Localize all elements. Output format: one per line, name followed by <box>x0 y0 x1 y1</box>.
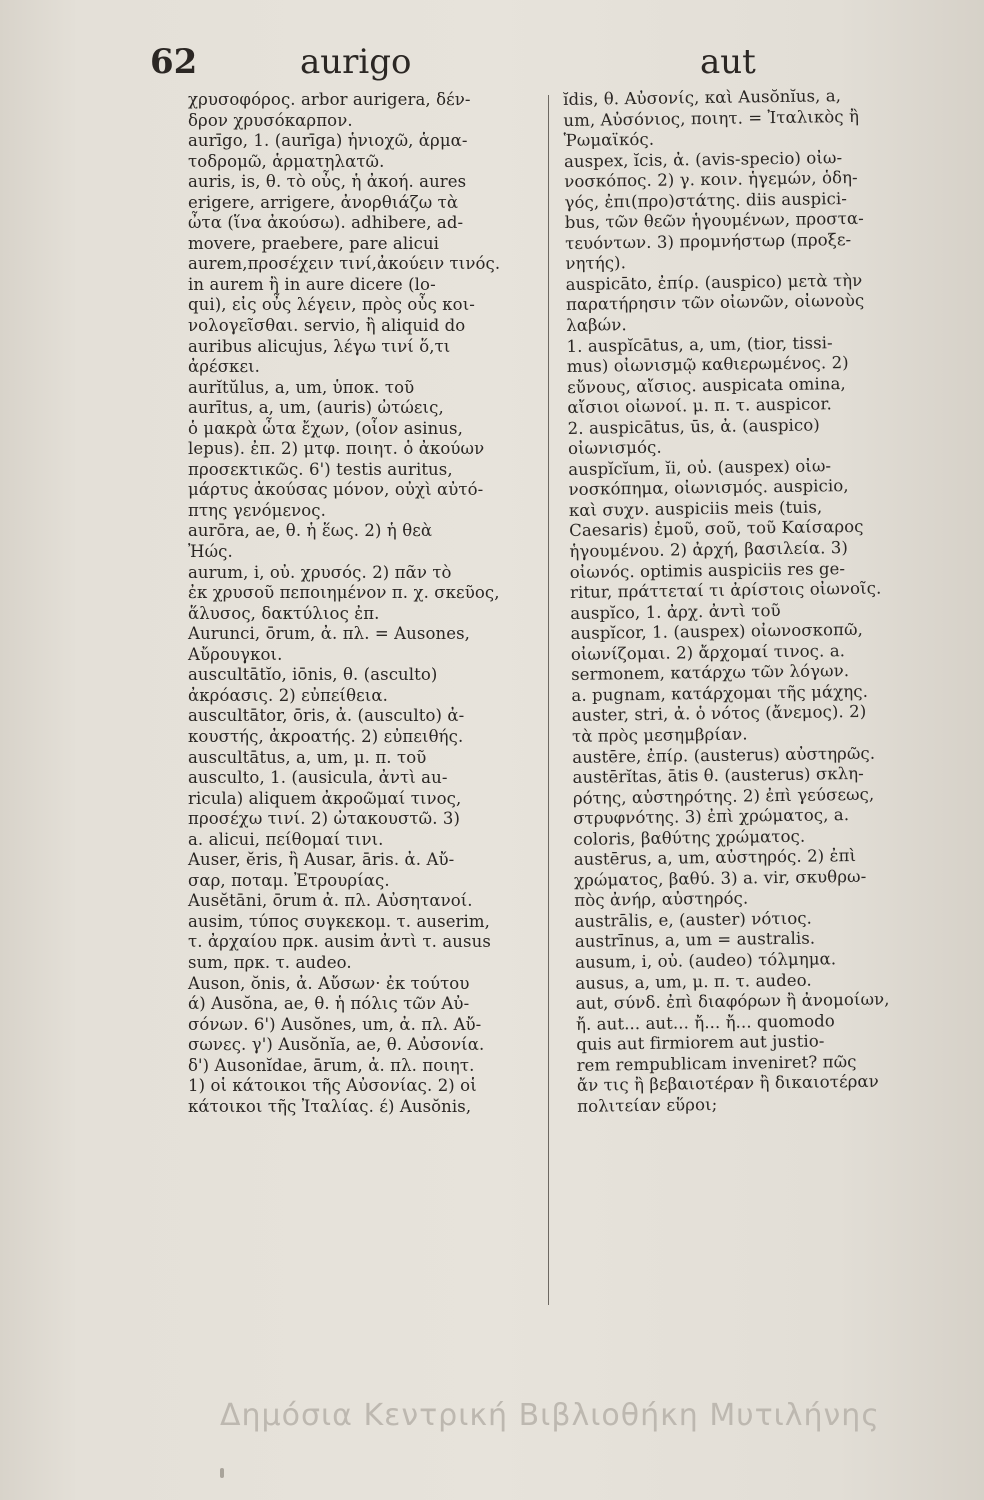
entry-line: νολογεῖσθαι. servio, ἢ aliquid do <box>188 316 466 336</box>
entry-line: παρατήρησιν τῶν οἰωνῶν, οἰωνοὺς <box>565 291 865 315</box>
entry-line: οἰωνός. optimis auspiciis res ge- <box>569 558 846 582</box>
entry-line: aurōra, ae, θ. ἡ ἕως. 2) ἡ θεὰ <box>188 521 433 541</box>
right-headword: aut <box>700 42 756 82</box>
entry-line: αἴσιοι οἰωνοί. μ. π. τ. auspicor. <box>567 394 833 418</box>
entry-line: Ἠώς. <box>188 542 233 562</box>
entry-line: austērus, a, um, αὐστηρός. 2) ἐπὶ <box>573 846 857 870</box>
entry-line: νητής). <box>565 253 627 274</box>
entry-line: sermonem, κατάρχω τῶν λόγων. <box>571 661 850 685</box>
entry-line: τ. ἀρχαίου πρκ. ausim ἀντὶ τ. ausus <box>188 932 491 952</box>
entry-line: aurītus, a, um, (auris) ὠτώεις, <box>188 398 444 418</box>
entry-line: auris, is, θ. τὸ οὖς, ἡ ἀκοή. aures <box>188 172 467 192</box>
entry-line: γός, ἐπι(προ)στάτης. diis auspici- <box>564 188 848 212</box>
entry-line: Caesaris) ἐμοῦ, σοῦ, τοῦ Καίσαρος <box>569 517 864 541</box>
entry-line: aurum, i, οὐ. χρυσός. 2) πᾶν τὸ <box>188 562 452 582</box>
entry-line: Auser, ĕris, ἢ Ausar, āris. ἀ. Αὔ- <box>188 850 455 870</box>
column-divider <box>548 95 549 1305</box>
entry-line: ὦτα (ἵνα ἀκούσω). adhibere, ad- <box>188 213 464 233</box>
entry-line: ἅλυσος, δακτύλιος ἐπ. <box>188 603 380 623</box>
entry-line: Αὔρουγκοι. <box>188 644 283 664</box>
entry-line: ἄν τις ἢ βεβαιοτέραν ἢ δικαιοτέραν <box>576 1071 879 1096</box>
entry-line: ausim, τύπος συγκεκομ. τ. auserim, <box>188 911 491 931</box>
entry-line: coloris, βαθύτης χρώματος. <box>573 826 806 849</box>
entry-line: Ῥωμαϊκός. <box>563 129 655 151</box>
entry-line: ρότης, αὐστηρότης. 2) ἐπὶ γεύσεως, <box>572 784 875 808</box>
entry-line: sum, πρκ. τ. audeo. <box>188 952 352 972</box>
entry-line: 1. auspĭcātus, a, um, (tior, tissi- <box>566 332 833 356</box>
entry-line: aurīgo, 1. (aurīga) ἡνιοχῶ, ἁρμα- <box>188 131 468 151</box>
entry-line: μάρτυς ἀκούσας μόνον, οὐχὶ αὐτό- <box>188 480 484 500</box>
entry-line: lepus). ἐπ. 2) μτφ. ποιητ. ὁ ἀκούων <box>188 439 485 459</box>
entry-line: austēre, ἐπίρ. (austerus) αὐστηρῶς. <box>572 743 876 767</box>
entry-line: τὰ πρὸς μεσημβρίαν. <box>571 724 748 746</box>
entry-line: τευόντων. 3) προμνήστωρ (προξε- <box>565 229 852 253</box>
entry-line: ὁ μακρὰ ὦτα ἔχων, (οἷον asinus, <box>188 418 463 438</box>
entry-line: erigere, arrigere, ἀνορθιάζω τὰ <box>188 192 459 212</box>
entry-line: πολιτείαν εὕροι; <box>577 1094 718 1116</box>
entry-line: ἡγουμένου. 2) ἀρχή, βασιλεία. 3) <box>569 538 849 561</box>
entry-line: auscultātus, a, um, μ. π. τοῦ <box>188 747 427 767</box>
entry-line: ἤ. aut... aut... ἤ... ἤ... quomodo <box>575 1010 836 1034</box>
entry-line: τοδρομῶ, ἁρματηλατῶ. <box>188 151 385 171</box>
entry-line: νοσκόπος. 2) γ. κοιν. ἡγεμών, ὁδη- <box>564 168 858 192</box>
entry-line: ἀκρόασις. 2) εὐπείθεια. <box>188 685 388 705</box>
entry-line: ἐκ χρυσοῦ πεποιημένον π. χ. σκεῦος, <box>188 583 500 603</box>
entry-line: κάτοικοι τῆς Ἰταλίας. έ) Ausŏnis, <box>188 1096 472 1116</box>
entry-line: δρον χρυσόκαρπον. <box>188 110 353 130</box>
entry-line: πτης γενόμενος. <box>188 500 326 520</box>
entry-line: χρυσοφόρος. arbor aurigera, δέν- <box>188 90 471 109</box>
entry-line: auspĭcĭum, ĭi, οὐ. (auspex) οἰω- <box>568 456 832 479</box>
entry-line: ά) Ausŏna, ae, θ. ἡ πόλις τῶν Αὐ- <box>188 994 470 1014</box>
entry-line: 1) οἱ κάτοικοι τῆς Αὐσονίας. 2) οἱ <box>188 1076 477 1096</box>
entry-line: auscultātĭo, iōnis, θ. (asculto) <box>188 665 438 685</box>
entry-line: rem rempublicam inveniret? πῶς <box>576 1051 857 1075</box>
entry-line: ausus, a, um, μ. π. τ. audeo. <box>575 970 812 993</box>
entry-line: Ausĕtāni, ōrum ἀ. πλ. Αὐσητανοί. <box>188 891 473 911</box>
entry-line: um, Αὐσόνιος, ποιητ. = Ἰταλικὸς ἢ <box>563 106 860 130</box>
entry-line: ritur, πράττεταί τι ἀρίστοις οἰωνοῖς. <box>569 578 882 603</box>
entry-line: bus, τῶν θεῶν ἡγουμένων, προστα- <box>564 209 864 233</box>
entry-line: ĭdis, θ. Αὐσονίς, καὶ Ausŏnĭus, a, <box>563 86 842 109</box>
entry-line: σωνες. γ') Ausŏnĭa, ae, θ. Αὐσονία. <box>188 1035 485 1055</box>
entry-line: aurem,προσέχειν τινί,ἀκούειν τινός. <box>188 254 501 274</box>
entry-line: in aurem ἢ in aure dicere (lo- <box>188 274 436 294</box>
page-header <box>0 42 984 92</box>
entry-line: προσέχω τινί. 2) ὠτακουστῶ. 3) <box>188 809 461 829</box>
entry-line: auspicāto, ἐπίρ. (auspico) μετὰ τὴν <box>565 270 863 294</box>
entry-line: mus) οἰωνισμῷ καθιερωμένος. 2) <box>566 353 849 377</box>
entry-line: σόνων. 6') Ausŏnes, um, ἀ. πλ. Αὔ- <box>188 1014 482 1034</box>
entry-line: προσεκτικῶς. 6') testis auritus, <box>188 459 453 479</box>
entry-line: auster, stri, ἀ. ὁ νότος (ἄνεμος). 2) <box>571 702 867 726</box>
right-column <box>563 84 977 1117</box>
entry-line: 2. auspicātus, ūs, ἀ. (auspico) <box>567 415 821 438</box>
entry-line: a. alicui, πείθομαί τινι. <box>188 829 384 849</box>
entry-line: οἰωνίζομαι. 2) ἄρχομαί τινος. a. <box>570 640 846 664</box>
page-number: 62 <box>150 42 198 82</box>
entry-line: ausculto, 1. (ausicula, ἀντὶ au- <box>188 768 448 788</box>
entry-line: quis aut firmiorem aut justio- <box>576 1031 825 1055</box>
library-watermark: Δημόσια Κεντρική Βιβλιοθήκη Μυτιλήνης <box>220 1398 880 1433</box>
entry-line: austrālis, e, (auster) νότιος. <box>574 908 813 931</box>
entry-line: aut, σύνδ. ἐπὶ διαφόρων ἢ ἀνομοίων, <box>575 989 890 1013</box>
entry-line: πὸς ἀνήρ, αὐστηρός. <box>574 888 749 911</box>
entry-line: auspĭcor, 1. (auspex) οἰωνοσκοπῶ, <box>570 620 864 644</box>
entry-line: Auson, ŏnis, ἀ. Αὔσων· ἐκ τούτου <box>188 973 470 993</box>
entry-line: οἰωνισμός. <box>567 437 662 459</box>
entry-line: aurĭtŭlus, a, um, ὑποκ. τοῦ <box>188 377 415 397</box>
entry-line: καὶ συχν. auspiciis meis (tuis, <box>568 497 823 520</box>
entry-line: auspex, ĭcis, ἀ. (avis-specio) οἰω- <box>563 147 843 171</box>
entry-line: a. pugnam, κατάρχομαι τῆς μάχης. <box>571 681 869 705</box>
entry-line: κουστής, ἀκροατής. 2) εὐπειθής. <box>188 726 464 746</box>
entry-line: στρυφνότης. 3) ἐπὶ χρώματος, a. <box>573 805 850 829</box>
left-column <box>188 90 542 1117</box>
entry-line: χρώματος, βαθύ. 3) a. vir, σκυθρω- <box>573 866 867 890</box>
entry-line: δ') Ausonĭdae, ārum, ἀ. πλ. ποιητ. <box>188 1055 475 1075</box>
entry-line: ἀρέσκει. <box>188 357 261 377</box>
page-mark <box>220 1468 224 1478</box>
entry-line: movere, praebere, pare alicui <box>188 233 440 253</box>
entry-line: qui), εἰς οὖς λέγειν, πρὸς οὖς κοι- <box>188 295 475 315</box>
left-headword: aurigo <box>300 42 412 82</box>
entry-line: ausum, i, οὐ. (audeo) τόλμημα. <box>575 949 837 972</box>
entry-line: auspĭco, 1. ἀρχ. ἀντὶ τοῦ <box>570 600 781 623</box>
entry-line: Aurunci, ōrum, ἀ. πλ. = Ausones, <box>188 624 471 644</box>
entry-line: λαβών. <box>566 315 627 335</box>
entry-line: austrīnus, a, um = australis. <box>574 928 816 952</box>
entry-line: auscultātor, ōris, ἀ. (ausculto) ἀ- <box>188 706 465 726</box>
entry-line: νοσκόπημα, οἰωνισμός. auspicio, <box>568 476 849 500</box>
entry-line: austērĭtas, ātis θ. (austerus) σκλη- <box>572 763 865 787</box>
entry-line: εὔνους, αἴσιος. auspicata omina, <box>567 373 846 397</box>
entry-line: ricula) aliquem ἀκροῶμαί τινος, <box>188 788 462 808</box>
entry-line: σαρ, ποταμ. Ἐτρουρίας. <box>188 870 390 890</box>
entry-line: auribus alicujus, λέγω τινί ὅ,τι <box>188 336 451 356</box>
